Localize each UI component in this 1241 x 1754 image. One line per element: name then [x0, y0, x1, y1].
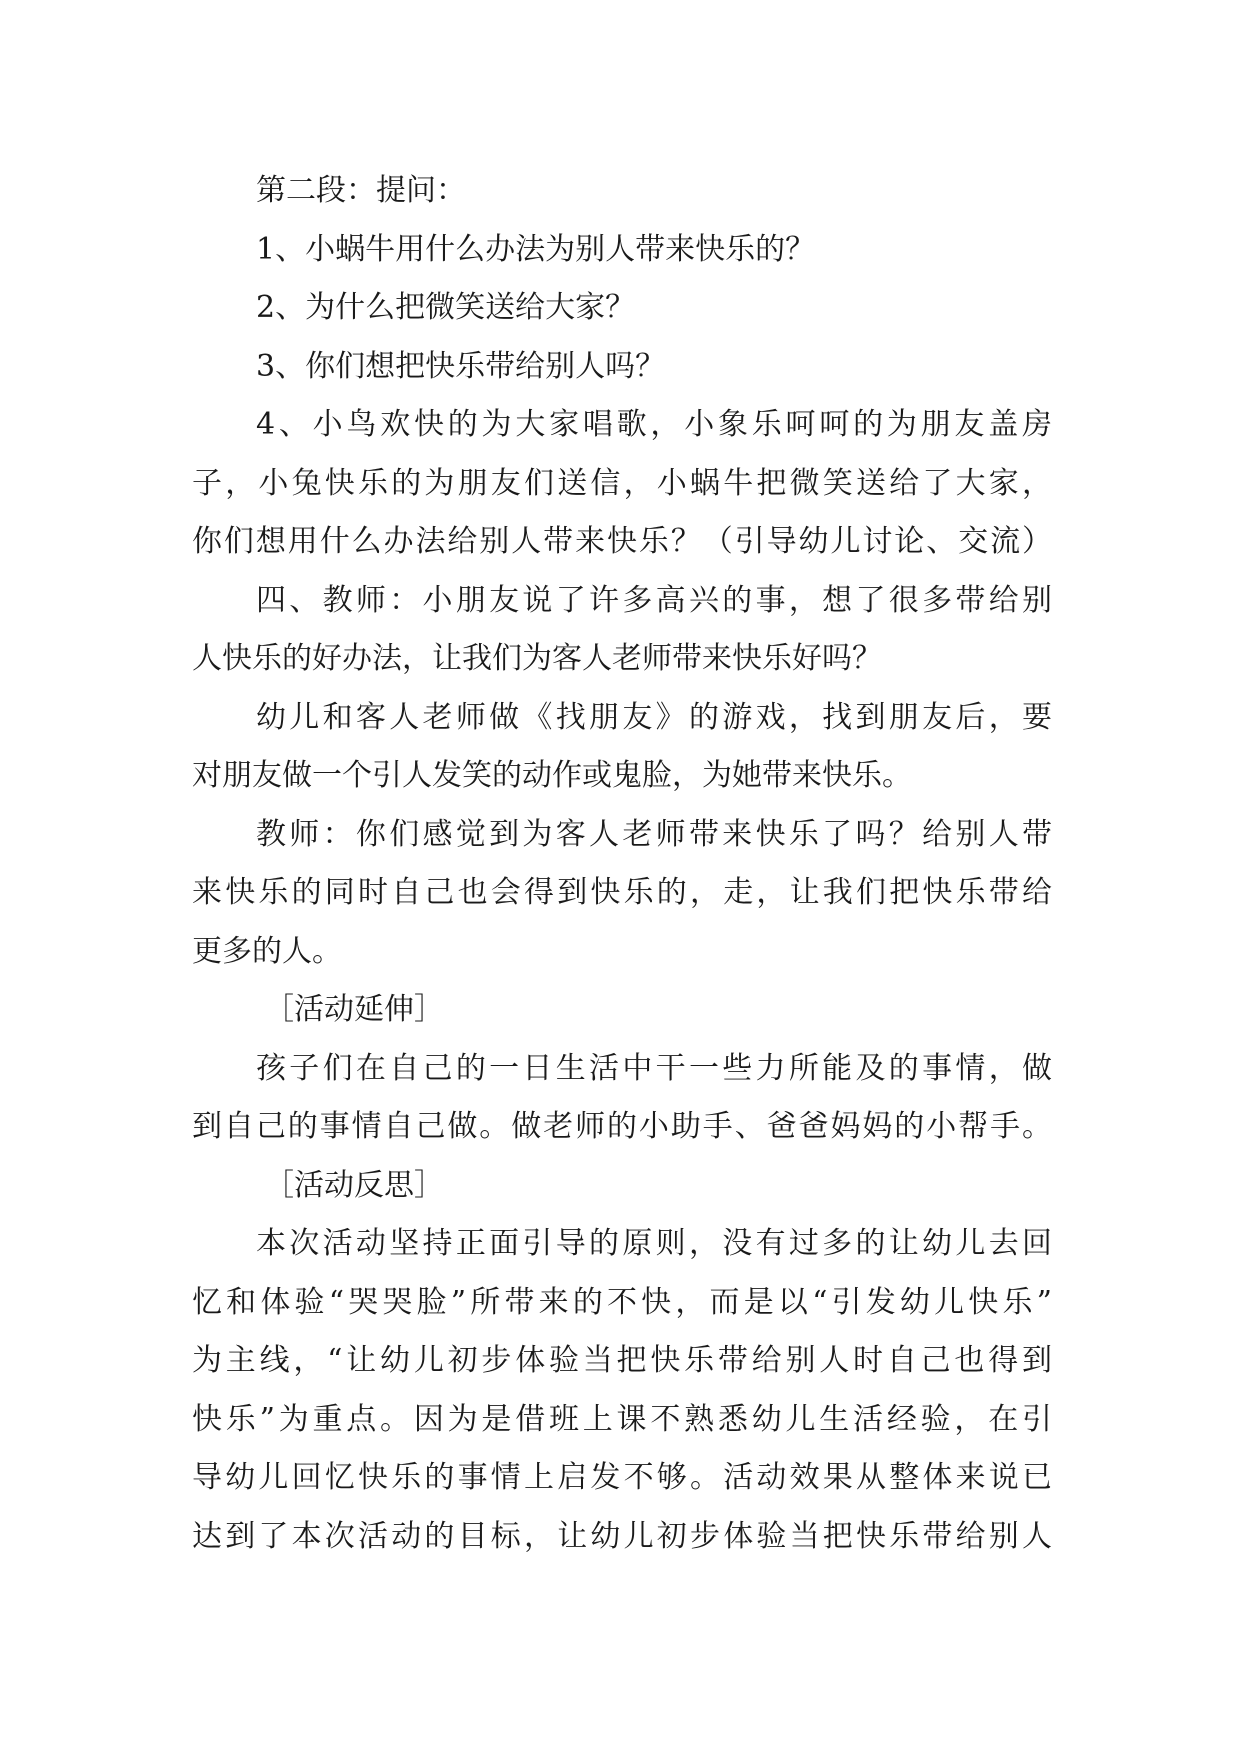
text-line: 四、教师：小朋友说了许多高兴的事，想了很多带给别 — [256, 582, 1052, 618]
document-body — [192, 162, 1052, 1566]
text-line: 更多的人。 — [192, 933, 342, 969]
text-line: 第二段：提问： — [256, 173, 466, 208]
text-line: 3、你们想把快乐带给别人吗？ — [256, 348, 666, 384]
text-line: 来快乐的同时自己也会得到快乐的，走，让我们把快乐带给 — [192, 875, 1052, 910]
text-line: 孩子们在自己的一日生活中干一些力所能及的事情，做 — [256, 1050, 1052, 1086]
text-line: 你们想用什么办法给别人带来快乐？（引导幼儿讨论、交流） — [192, 524, 1052, 559]
text-line: 幼儿和客人老师做《找朋友》的游戏，找到朋友后，要 — [256, 699, 1052, 735]
text-line: 本次活动坚持正面引导的原则，没有过多的让幼儿去回 — [256, 1226, 1052, 1261]
text-line: 教师：你们感觉到为客人老师带来快乐了吗？给别人带 — [256, 816, 1052, 852]
text-line: 对朋友做一个引人发笑的动作或鬼脸，为她带来快乐。 — [192, 758, 912, 793]
section-heading: ［活动延伸］ — [264, 992, 444, 1027]
text-line: 忆和体验“哭哭脸”所带来的不快，而是以“引发幼儿快乐” — [192, 1284, 1052, 1320]
text-line: 1、小蜗牛用什么办法为别人带来快乐的？ — [256, 231, 816, 267]
text-line: 达到了本次活动的目标，让幼儿初步体验当把快乐带给别人 — [192, 1518, 1052, 1554]
text-line: 4、小鸟欢快的为大家唱歌，小象乐呵呵的为朋友盖房 — [256, 407, 1052, 442]
text-line: 2、为什么把微笑送给大家？ — [256, 290, 636, 325]
text-line: 快乐”为重点。因为是借班上课不熟悉幼儿生活经验，在引 — [192, 1401, 1052, 1437]
text-line: 为主线，“让幼儿初步体验当把快乐带给别人时自己也得到 — [192, 1343, 1052, 1378]
section-heading: ［活动反思］ — [264, 1167, 444, 1203]
text-line: 到自己的事情自己做。做老师的小助手、爸爸妈妈的小帮手。 — [192, 1109, 1052, 1144]
text-line: 子，小兔快乐的为朋友们送信，小蜗牛把微笑送给了大家， — [192, 465, 1052, 501]
text-line: 人快乐的好办法，让我们为客人老师带来快乐好吗？ — [192, 641, 882, 676]
text-line: 导幼儿回忆快乐的事情上启发不够。活动效果从整体来说已 — [192, 1460, 1052, 1495]
